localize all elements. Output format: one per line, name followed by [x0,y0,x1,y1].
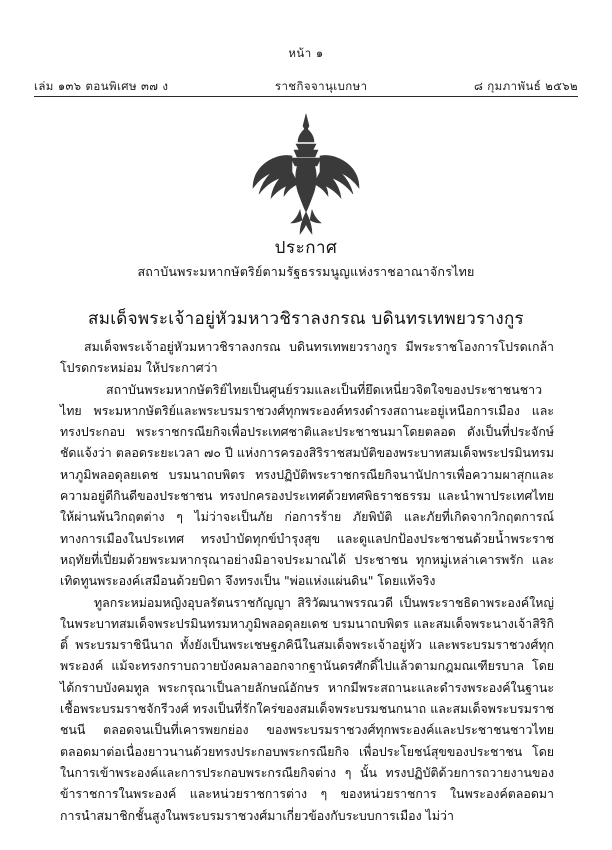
document-subtitle: สถาบันพระมหากษัตริย์ตามรัฐธรรมนูญแห่งราชอาณาจักรไทย [137,264,475,279]
title-block [60,236,552,332]
royal-name-heading: สมเด็จพระเจ้าอยู่หัวมหาวชิราลงกรณ บดินทรเทพยวรางกูร [88,309,524,329]
garuda-emblem [240,112,372,238]
gazette-header-line [34,78,578,96]
paragraph-1: สมเด็จพระเจ้าอยู่หัวมหาวชิราลงกรณ บดินทรเทพยวรางกูร มีพระราชโองการโปรดเกล้าโปรดกระหม่อม ให้ประกาศว่า [60,339,554,376]
paragraph-3: ทูลกระหม่อมหญิงอุบลรัตนราชกัญญา สิริวัฒนาพรรณวดี เป็นพระราชธิดาพระองค์ใหญ่ ในพระบาทสมเด็จพระปรมินทรมหาภูมิพลอดุลยเดช บรมนาถบพิตร และสมเด็จพระนางเจ้าสิริกิติ์ พระบรมราชินีนาถ ทั้งยังเป็นพระเชษฐภคินีในสมเด็จพระเจ้าอยู่หัว และพระบรมราชวงศ์ทุกพระองค์ แม้จะทรงกราบถวายบังคมลาออกจากฐานันดรศักดิ์ไปแล้วตามกฎมณเฑียรบาล โดยได้กราบบังคมทูล พระกรุณาเป็นลายลักษณ์อักษร หากมีพระสถานะและดำรงพระองค์ในฐานะเชื้อพระบรมราชจักรีวงศ์ ทรงเป็นที่รักใคร่ของสมเด็จพระบรมชนกนาถ และสมเด็จพระบรมราชชนนี ตลอดจนเป็นที่เคารพยกย่อง ของพระบรมราชวงศ์ทุกพระองค์และประชาชนชาวไทยตลอดมาต่อเนื่องยาวนานด้วยทรงประกอบพระกรณียกิจ เพื่อประโยชน์สุขของประชาชน โดยในการเข้าพระองค์และการประกอบพระกรณียกิจต่าง ๆ นั้น ทรงปฏิบัติด้วยการถวายงานของข้าราชการในพระองค์ และหน่วยราชการต่าง ๆ ของหน่วยราชการ ในพระองค์ตลอดมา การนำสมาชิกชั้นสูงในพระบรมราชวงศ์มาเกี่ยวข้องกับระบบการเมือง ไม่ว่า [60,594,554,823]
document-title: ประกาศ [274,238,338,258]
emblem-container [0,112,612,238]
publication-date: ๘ กุมภาพันธ์ ๒๕๖๒ [473,79,578,93]
paragraph-2: สถาบันพระมหากษัตริย์ไทยเป็นศูนย์รวมและเป็นที่ยึดเหนี่ยวจิตใจของประชาชนชาวไทย พระมหากษัตริย์และพระบรมราชวงศ์ทุกพระองค์ทรงดำรงสถานะอยู่เหนือการเมือง และทรงประกอบ พระราชกรณียกิจเพื่อประเทศชาติและประชาชนมาโดยตลอด ดังเป็นที่ประจักษ์ชัดแจ้งว่า ตลอดระยะเวลา ๗๐ ปี แห่งการครองสิริราชสมบัติของพระบาทสมเด็จพระปรมินทรมหาภูมิพลอดุลยเดช บรมนาถบพิตร ทรงปฏิบัติพระราชกรณียกิจนานัปการเพื่อความผาสุกและความอยู่ดีกินดีของประชาชน ทรงปกครองประเทศด้วยทศพิธราชธรรม และนำพาประเทศไทยให้ผ่านพ้นวิกฤตต่าง ๆ ไม่ว่าจะเป็นภัย ก่อการร้าย ภัยพิบัติ และภัยที่เกิดจากวิกฤตการณ์ทางการเมืองในประเทศ ทรงบำบัดทุกข์บำรุงสุข และดูแลปกป้องประชาชนด้วยน้ำพระราชหฤทัยที่เปี่ยมด้วยพระมหากรุณาอย่างมิอาจประมาณได้ ประชาชน ทุกหมู่เหล่าเคารพรัก และเทิดทูนพระองค์เสมือนด้วยบิดา จึงทรงเป็น "พ่อแห่งแผ่นดิน" โดยแท้จริง [60,381,554,589]
gazette-header [34,46,578,61]
page-number-label: หน้า ๑ [288,46,324,60]
volume-label: เล่ม ๑๓๖ ตอนพิเศษ ๓๗ ง [34,79,169,93]
header-divider [34,96,578,97]
gazette-title: ราชกิจจานุเบกษา [274,79,368,93]
document-body [60,336,554,826]
